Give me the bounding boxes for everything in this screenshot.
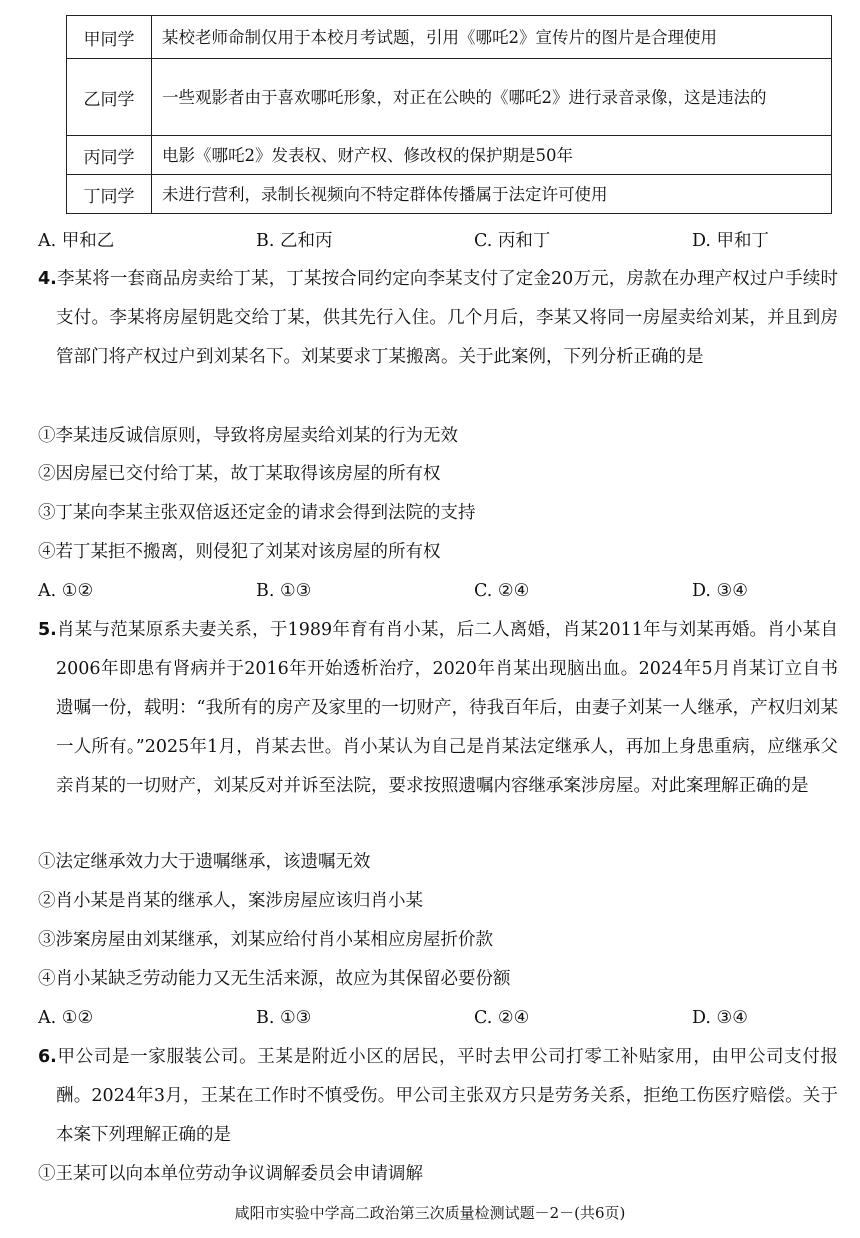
q5-options [38, 999, 838, 1038]
q4-item-4: ④若丁某拒不搬离，则侵犯了刘某对该房屋的所有权 [38, 542, 441, 562]
q5-item-3: ③涉案房屋由刘某继承，刘某应给付肖小某相应房屋折价款 [38, 930, 493, 950]
q6-item-1: ①王某可以向本单位劳动争议调解委员会申请调解 [38, 1164, 423, 1184]
table-row [67, 59, 832, 136]
opinion-cell: 未进行营利，录制长视频向不特定群体传播属于法定许可使用 [152, 175, 832, 214]
question-text: 肖某与范某原系夫妻关系，于1989年育有肖小某，后二人离婚，肖某2011年与刘某再婚。肖小某自2006年即患有肾病并于2016年开始透析治疗，2020年肖某出现脑出血。2024年5月肖某订立自书遗嘱一份，载明：“我所有的房产及家里的一切财产，待我百年后，由妻子刘某一人继承，产权归刘某一人所有。”2025年1月，肖某去世。肖小某认为自己是肖某法定继承人，再加上身患重病，应继承父亲肖某的一切财产，刘某反对并诉至法院，要求按照遗嘱内容继承案涉房屋。对此案理解正确的是 [56, 620, 838, 796]
question-text: 李某将一套商品房卖给丁某，丁某按合同约定向李某支付了定金20万元，房款在办理产权过户手续时支付。李某将房屋钥匙交给丁某，供其先行入住。几个月后，李某又将同一房屋卖给刘某，并且到房管部门将产权过户到刘某名下。刘某要求丁某搬离。关于此案例，下列分析正确的是 [56, 269, 838, 367]
q5-item-2: ②肖小某是肖某的继承人，案涉房屋应该归肖小某 [38, 891, 423, 911]
option-c: C. 丙和丁 [474, 231, 551, 251]
question-number: 4. [38, 269, 57, 289]
q4-item-2: ②因房屋已交付给丁某，故丁某取得该房屋的所有权 [38, 464, 441, 484]
option-a: A. ①② [38, 581, 94, 601]
option-d: D. 甲和丁 [692, 231, 770, 251]
opinion-cell: 一些观影者由于喜欢哪吒形象，对正在公映的《哪吒2》进行录音录像，这是违法的 [152, 59, 832, 136]
question-text: 甲公司是一家服装公司。王某是附近小区的居民，平时去甲公司打零工补贴家用，由甲公司支付报酬。2024年3月，王某在工作时不慎受伤。甲公司主张双方只是劳务关系，拒绝工伤医疗赔偿。关于本案下列理解正确的是 [56, 1047, 838, 1145]
student-cell: 丁同学 [67, 175, 152, 214]
question-6-stem [38, 1038, 838, 1155]
student-cell: 乙同学 [67, 59, 152, 136]
option-d: D. ③④ [692, 581, 748, 601]
q3-options [38, 222, 838, 261]
question-5-stem [38, 611, 838, 806]
student-opinions-table [66, 15, 832, 214]
q5-item-4: ④肖小某缺乏劳动能力又无生活来源，故应为其保留必要份额 [38, 969, 511, 989]
option-b: B. ①③ [256, 1008, 312, 1028]
option-c: C. ②④ [474, 1008, 530, 1028]
opinion-cell: 某校老师命制仅用于本校月考试题，引用《哪吒2》宣传片的图片是合理使用 [152, 16, 832, 59]
q4-item-1: ①李某违反诚信原则，导致将房屋卖给刘某的行为无效 [38, 426, 458, 446]
table-row [67, 136, 832, 175]
option-c: C. ②④ [474, 581, 530, 601]
question-number: 6. [38, 1047, 57, 1067]
table-row [67, 16, 832, 59]
option-b: B. 乙和丙 [256, 231, 333, 251]
student-cell: 甲同学 [67, 16, 152, 59]
q4-item-3: ③丁某向李某主张双倍返还定金的请求会得到法院的支持 [38, 503, 476, 523]
q5-item-1: ①法定继承效力大于遗嘱继承，该遗嘱无效 [38, 852, 371, 872]
q4-options [38, 572, 838, 611]
question-number: 5. [38, 620, 57, 640]
option-a: A. 甲和乙 [38, 231, 115, 251]
option-b: B. ①③ [256, 581, 312, 601]
option-d: D. ③④ [692, 1008, 748, 1028]
student-cell: 丙同学 [67, 136, 152, 175]
question-4-stem [38, 260, 838, 377]
option-a: A. ①② [38, 1008, 94, 1028]
opinion-cell: 电影《哪吒2》发表权、财产权、修改权的保护期是50年 [152, 136, 832, 175]
page-footer: 咸阳市实验中学高二政治第三次质量检测试题－2－(共6页) [234, 1204, 626, 1222]
table-row [67, 175, 832, 214]
